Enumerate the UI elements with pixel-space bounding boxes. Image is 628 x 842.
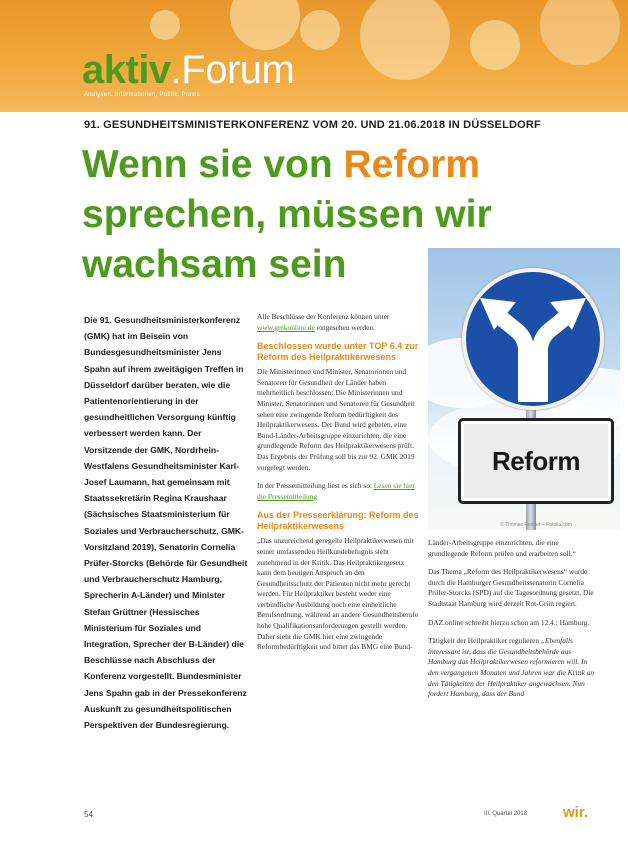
headline-text-start: Wenn sie von: [82, 143, 344, 186]
press-release-link[interactable]: Lesen sie hier die Pressemitteilung: [257, 481, 415, 501]
bokeh-light: [230, 0, 300, 50]
page-number: 54: [84, 810, 93, 819]
intro-text-end: eingesehen werden.: [314, 322, 375, 332]
photo-credit: © Thomas Reimer – Fotolia.com: [500, 522, 572, 528]
reform-plate: [458, 418, 614, 504]
bokeh-light: [150, 10, 180, 40]
bokeh-light: [470, 20, 520, 70]
intro-paragraph: [257, 312, 420, 333]
split-arrow-icon: [466, 272, 600, 406]
reform-sign-photo: [428, 248, 620, 530]
logo-tagline: Analysen, Informationen, Politik, Praxis: [84, 92, 201, 98]
conference-line: 91. GESUNDHEITSMINISTERKONFERENZ VOM 20. UND 21.06.2018 IN DÜSSELDORF: [84, 119, 541, 131]
regulation-text: Tätigkeit der Heilpraktiker regulieren: [428, 636, 541, 646]
headline-text-end: sprechen, müssen wir wachsam sein: [82, 193, 492, 286]
daz-online-paragraph: DAZ.online schreibt hierzu schon am 12.4.: Hamburg.: [428, 617, 590, 627]
bokeh-light: [540, 0, 620, 65]
issue-label: III. Quartal 2018: [484, 811, 528, 817]
article-column-3: [428, 538, 598, 708]
intro-text: Alle Beschlüsse der Konferenz können unter: [257, 312, 390, 321]
headline-highlight: Reform: [343, 143, 481, 186]
logo-part-aktiv: aktiv: [82, 48, 171, 92]
wir-logo: wir.: [563, 804, 589, 821]
resolution-paragraph: Die Ministerinnen und Minister, Senatorinnen und Senatoren für Gesundheit der Länder haben mehrheitlich beschlossen: Die Ministerinnen und Minister, Senatorinnen und Senatoren für Gesundheit sehen eine zwingende Reform bedürftigkeit des Heilpraktikerwesens. Der Bund wird gebeten, eine Bund-Länder-Arbeitsgruppe einzurichten, die eine grundlegende Reform des Heilpraktikerwesens prüft. Das Ergebnis der Prüfung soll bis zur 92. GMK 2019 vorgelegt werden.: [257, 367, 415, 472]
press-quote-paragraph: „Das unzureichend geregelte Heilpraktikerwesen mit seiner umfassenden Heilkundebefugnis steht zunehmend in der Kritik. Das Heilpraktikergesetz kann dem heutigen Anspruch an den Gesundheitsschutz der Patienten nicht mehr gerecht werden. Für Heilpraktiker besteht weder eine verbindliche Ausbildung noch eine einheitliche Berufsordnung, während an andere Gesundheitsberufe hohe Qualifikationsanforderungen gestellt werden. Daher sieht die GMK hier eine zwingende Reformbedürftigkeit und bittet das BMG eine Bund-: [257, 536, 419, 652]
press-quote-continued: Länder-Arbeitsgruppe einzurichten, die eine grundlegende Reform prüfen und erarbeiten soll.“: [428, 538, 576, 558]
lead-paragraph: Die 91. Gesundheitsministerkonferenz (GMK) hat im Beisein von Bundesgesundheitsminister Jens Spahn auf ihrem zweitägigen Treffen in Düsseldorf darüber beraten, wie die Patientenorientierung in der gesundheitlichen Versorgung künftig verbessert werden kann. Der Vorsitzende der GMK, Nordrhein-Westfalens Gesundheitsminister Karl-Josef Laumann, hat gemeinsam mit Staatssekretärin Regina Kraushaar (Sächsisches Staatsministerium für Soziales und Verbraucherschutz, GMK-Vorsitzland 2019), Senatorin Cornelia Prüfer-Storcks (Behörde für Gesundheit und Verbraucherschutz Hamburg, Sprecherin A-Länder) und Minister Stefan Grüttner (Hessisches Ministerium für Soziales und Integration, Sprecher der B-Länder) die Beschlüsse nach Abschluss der Konferenz vorgestellt. Bundesminister Jens Spahn gab in der Pressekonferenz Auskunft zu gesundheitspolitischen Perspektiven der Bundesregierung.: [84, 315, 248, 731]
bokeh-light: [300, 10, 340, 50]
press-release-paragraph: [257, 481, 420, 502]
regulation-quote: „Ebenfalls interessant ist, dass die Gesundheitsbehörde aus Hamburg das Heilpraktikerwesen reformieren will. In den vergangenen Monaten und Jahren war die Kritik an den Tätigkeiten der Heilpraktiker angewachsen. Nun fordert Hamburg, dass der Bund: [428, 636, 595, 699]
subheading-press-statement: Aus der Presseerklärung: Reform des Heilpraktikerwesens: [257, 510, 419, 532]
hamburg-paragraph: Das Thema „Reform des Heilpraktikerwesens“ wurde durch die Hamburger Gesundheitssenatorin Cornelia Prüfer-Storcks (SPD) auf die Tagesordnung gesetzt. Die Stadtstaat Hamburg wird derzeit Rot-Grün regiert.: [428, 567, 594, 608]
magazine-logo: [82, 50, 294, 90]
reform-plate-text: Reform: [491, 445, 580, 476]
article-column-2: [257, 312, 420, 661]
direction-sign: [462, 268, 604, 410]
logo-part-forum: .Forum: [170, 48, 295, 92]
regulation-paragraph: [428, 636, 598, 700]
subheading-top-6-4: Beschlossen wurde unter TOP 6.4 zur Reform des Heilpraktikerwesens: [257, 341, 419, 363]
press-release-text: In der Pressemitteilung liest es sich so:: [257, 481, 374, 491]
page-header: [0, 0, 628, 112]
bokeh-light: [360, 0, 450, 80]
gmk-website-link[interactable]: www.gmkonline.de: [257, 322, 315, 332]
